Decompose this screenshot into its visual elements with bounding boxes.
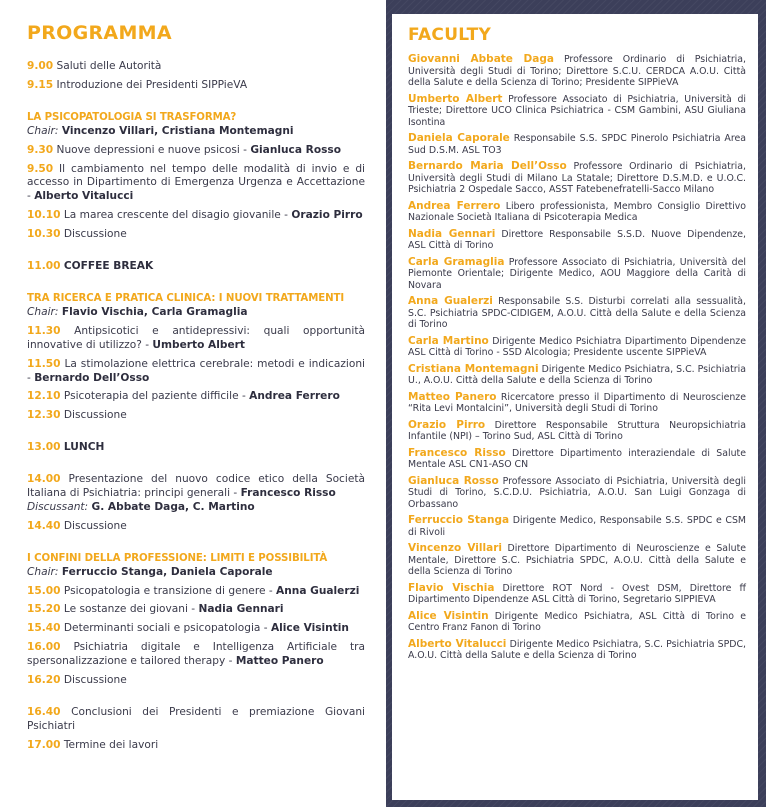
faculty-role: Direttore Responsabile Struttura Neuropsichiatria Infantile (NPI) – Torino Sud, ASL Città di Torino: [408, 419, 746, 442]
chair-names: Ferruccio Stanga, Daniela Caporale: [61, 565, 273, 578]
faculty-name: Gianluca Rosso: [408, 474, 499, 487]
agenda-speaker: Umberto Albert: [152, 338, 245, 351]
faculty-entry: [408, 364, 746, 387]
agenda-text: COFFEE BREAK: [63, 260, 154, 273]
faculty-name: Anna Gualerzi: [408, 295, 493, 307]
session-chair: [27, 566, 365, 580]
agenda-speaker: Matteo Panero: [235, 655, 324, 668]
faculty-entry: [408, 257, 746, 292]
agenda-item: [27, 674, 365, 688]
discussant-label: Discussant:: [27, 500, 89, 513]
discussant-names: G. Abbate Daga, C. Martino: [91, 500, 255, 513]
session-title: I CONFINI DELLA PROFESSIONE: LIMITI E POSSIBILITÀ: [27, 552, 328, 564]
agenda-time: 15.20: [27, 603, 61, 616]
faculty-name: Giovanni Abbate Daga: [408, 53, 554, 65]
faculty-role: Professore Associato di Psichiatria, Università del Piemonte Orientale; Dirigente Medico, AOU Maggiore della Carità di Novara: [408, 256, 746, 291]
faculty-name: Bernardo Maria Dell’Osso: [408, 160, 567, 172]
break-item: [27, 441, 365, 455]
faculty-name: Flavio Vischia: [408, 581, 495, 594]
faculty-entry: [408, 94, 746, 129]
agenda-text: Psicoterapia del paziente difficile -: [63, 390, 250, 403]
agenda-item: [27, 60, 365, 74]
agenda-time: 16.00: [27, 641, 61, 654]
agenda-text: Discussione: [63, 228, 127, 241]
faculty-entry: [408, 133, 746, 156]
faculty-entry: [408, 336, 746, 359]
agenda-time: 14.00: [27, 473, 61, 486]
faculty-entry: [408, 543, 746, 578]
faculty-name: Daniela Caporale: [408, 132, 510, 144]
programma-title: PROGRAMMA: [27, 22, 172, 44]
agenda-text: Discussione: [63, 519, 127, 532]
faculty-panel: [392, 14, 758, 800]
faculty-role: Dirigente Medico, Responsabile S.S. SPDC e CSM di Rivoli: [408, 515, 746, 538]
agenda-item: [27, 739, 365, 753]
programma-list: [27, 60, 365, 758]
chair-names: Flavio Vischia, Carla Gramaglia: [61, 305, 248, 318]
faculty-entry: [408, 448, 746, 471]
agenda-time: 9.30: [27, 143, 54, 156]
agenda-item: [27, 520, 365, 534]
agenda-speaker: Orazio Pirro: [291, 209, 363, 222]
spacer: [27, 428, 365, 441]
agenda-speaker: Alice Visintin: [270, 622, 349, 635]
agenda-time: 15.00: [27, 584, 61, 597]
agenda-speaker: Gianluca Rosso: [250, 143, 341, 156]
agenda-time: 9.50: [27, 162, 54, 175]
agenda-item: [27, 622, 365, 636]
faculty-entry: [408, 476, 746, 511]
agenda-text: LUNCH: [63, 441, 105, 454]
agenda-item: [27, 209, 365, 223]
faculty-entry: [408, 161, 746, 196]
session-chair: [27, 306, 365, 320]
faculty-role: Dirigente Medico Psichiatra, S.C. Psichiatria SPDC, A.O.U. Città della Salute e della Scienza di Torino: [408, 638, 746, 661]
agenda-time: 10.30: [27, 228, 61, 241]
faculty-entry: [408, 515, 746, 538]
chair-label: Chair:: [27, 565, 59, 578]
faculty-name: Alice Visintin: [408, 609, 489, 622]
spacer: [27, 460, 365, 473]
agenda-text: Discussione: [63, 409, 127, 422]
faculty-entry: [408, 229, 746, 252]
agenda-time: 11.30: [27, 324, 61, 337]
agenda-item: [27, 144, 365, 158]
faculty-name: Orazio Pirro: [408, 418, 486, 431]
faculty-title: FACULTY: [408, 25, 492, 45]
faculty-name: Francesco Risso: [408, 446, 506, 459]
faculty-role: Dirigente Medico Psichiatra, S.C. Psichiatria U., A.O.U. Città della Salute e della Scienza di Torino: [408, 363, 746, 386]
agenda-text: La marea crescente del disagio giovanile -: [63, 209, 292, 222]
agenda-time: 15.40: [27, 622, 61, 635]
agenda-text: Termine dei lavori: [63, 738, 159, 751]
spacer: [27, 98, 365, 111]
agenda-text: Introduzione dei Presidenti SIPPieVA: [56, 78, 248, 91]
agenda-item: [27, 358, 365, 386]
faculty-role: Ricercatore presso il Dipartimento di Neuroscienze “Rita Levi Montalcini”, Università degli Studi di Torino: [408, 391, 746, 414]
faculty-role: Direttore ROT Nord - Ovest DSM, Direttore ff Dipartimento Dipendenze ASL Città di Torino, Segretario SIPPIEVA: [408, 582, 746, 605]
agenda-time: 16.40: [27, 706, 61, 718]
agenda-speaker: Alberto Vitalucci: [34, 190, 134, 203]
faculty-entry: [408, 201, 746, 224]
chair-label: Chair:: [27, 124, 59, 137]
agenda-time: 13.00: [27, 441, 61, 454]
agenda-time: 11.00: [27, 260, 61, 273]
agenda-text: Psichiatria digitale e Intelligenza Artificiale tra spersonalizzazione e tailored therapy -: [27, 641, 365, 668]
faculty-role: Direttore Dipartimento di Neuroscienze e Salute Mentale, Direttore S.C. Psichiatria SPDC, A.O.U. Città della Salute e della Scienza di Torino: [408, 543, 747, 577]
faculty-entry: [408, 611, 746, 634]
faculty-entry: [408, 54, 746, 89]
faculty-role: Dirigente Medico Psichiatra Dipartimento Dipendenze ASL Città di Torino - SSD Alcologia; Presidente uscente SIPPieVA: [408, 335, 746, 358]
session-title: LA PSICOPATOLOGIA SI TRASFORMA?: [27, 111, 237, 123]
agenda-text: Conclusioni dei Presidenti e premiazione Giovani Psichiatri: [27, 706, 365, 732]
faculty-role: Libero professionista, Membro Consiglio Direttivo Nazionale Società Italiana di Psicoterapia Medica: [408, 200, 747, 223]
agenda-time: 14.40: [27, 519, 61, 532]
agenda-time: 12.10: [27, 390, 61, 403]
agenda-speaker: Bernardo Dell’Osso: [34, 371, 150, 384]
chair-label: Chair:: [27, 305, 59, 318]
faculty-entry: [408, 296, 746, 331]
agenda-time: 9.00: [27, 60, 54, 72]
agenda-text: Il cambiamento nel tempo delle modalità di invio e di accesso in Dipartimento di Emergenza Urgenza e Accettazione -: [27, 162, 365, 203]
agenda-text: Discussione: [63, 674, 127, 687]
agenda-time: 16.20: [27, 674, 61, 687]
faculty-role: Responsabile S.S. Disturbi correlati alla sessualità, S.C. Psichiatria SPDC-CIDIGEM, A.O.U. Città della Salute e della Scienza di Torino: [408, 296, 746, 330]
faculty-name: Alberto Vitalucci: [408, 637, 507, 650]
chair-names: Vincenzo Villari, Cristiana Montemagni: [61, 124, 294, 137]
spacer: [27, 539, 365, 552]
agenda-item: [27, 163, 365, 205]
agenda-item: [27, 228, 365, 242]
agenda-text: Psicopatologia e transizione di genere -: [63, 584, 277, 597]
agenda-time: 11.50: [27, 357, 61, 370]
faculty-role: Professore Ordinario di Psichiatria, Università degli Studi di Torino; Direttore S.C.U. CERDCA A.O.U. Città della Salute e della Scienza di Torino; Presidente SIPPieVA: [408, 54, 747, 88]
faculty-name: Nadia Gennari: [408, 227, 496, 240]
faculty-name: Ferruccio Stanga: [408, 514, 510, 526]
faculty-name: Vincenzo Villari: [408, 542, 502, 554]
agenda-speaker: Nadia Gennari: [198, 603, 284, 616]
faculty-role: Direttore Responsabile S.S.D. Nuove Dipendenze, ASL Città di Torino: [408, 228, 746, 251]
agenda-item: [27, 79, 365, 93]
agenda-item: [27, 603, 365, 617]
agenda-item: [27, 641, 365, 669]
faculty-role: Professore Ordinario di Psichiatria, Università degli Studi di Milano La Statale; Direttore D.S.M.D. e U.O.C. Psichiatria 2 Ospedale Sacco, ASST Fatebenefratelli-Sacco Milano: [408, 161, 746, 195]
faculty-role: Professore Associato di Psichiatria, Università degli Studi di Torino, S.C.D.U. Psichiatria, A.O.U. San Luigi Gonzaga di Orbassano: [408, 475, 746, 510]
faculty-entry: [408, 420, 746, 443]
agenda-speaker: Andrea Ferrero: [249, 390, 340, 403]
faculty-name: Carla Martino: [408, 334, 489, 347]
faculty-name: Cristiana Montemagni: [408, 362, 539, 375]
agenda-text: La stimolazione elettrica cerebrale: metodi e indicazioni -: [27, 357, 365, 384]
faculty-name: Carla Gramaglia: [408, 255, 505, 268]
agenda-time: 10.10: [27, 209, 61, 222]
agenda-item: [27, 409, 365, 423]
agenda-speaker: Francesco Risso: [240, 487, 336, 500]
session-title: TRA RICERCA E PRATICA CLINICA: I NUOVI TRATTAMENTI: [27, 292, 345, 304]
agenda-item: [27, 325, 365, 353]
spacer: [27, 693, 365, 706]
agenda-speaker: Anna Gualerzi: [276, 584, 360, 597]
faculty-entry: [408, 392, 746, 415]
spacer: [27, 279, 365, 292]
session-chair: [27, 125, 365, 139]
spacer: [27, 247, 365, 260]
agenda-text: Antipsicotici e antidepressivi: quali opportunità innovative di utilizzo? -: [27, 324, 365, 351]
faculty-name: Andrea Ferrero: [408, 199, 501, 212]
agenda-text: Determinanti sociali e psicopatologia -: [63, 622, 271, 635]
faculty-column: [386, 0, 766, 807]
agenda-item: [27, 473, 365, 515]
agenda-item: [27, 706, 365, 734]
faculty-entry: [408, 639, 746, 662]
faculty-role: Professore Associato di Psichiatria, Università di Trieste; Direttore UCO Clinica Psichiatrica - CSM Gambini, ASU Giuliana Isontina: [408, 93, 746, 128]
agenda-time: 9.15: [27, 78, 54, 91]
agenda-item: [27, 390, 365, 404]
faculty-name: Matteo Panero: [408, 390, 497, 403]
agenda-text: Saluti delle Autorità: [56, 60, 162, 72]
break-item: [27, 260, 365, 274]
agenda-text: Presentazione del nuovo codice etico della Società Italiana di Psichiatria: principi generali -: [27, 473, 365, 500]
faculty-role: Responsabile S.S. SPDC Pinerolo Psichiatria Area Sud D.S.M. ASL TO3: [408, 133, 747, 156]
faculty-list: [408, 54, 746, 667]
agenda-time: 12.30: [27, 409, 61, 422]
agenda-text: Le sostanze dei giovani -: [63, 603, 199, 616]
faculty-name: Umberto Albert: [408, 92, 503, 105]
agenda-time: 17.00: [27, 738, 61, 751]
faculty-role: Direttore Dipartimento interaziendale di Salute Mentale ASL CN1-ASO CN: [408, 447, 746, 470]
agenda-item: [27, 585, 365, 599]
faculty-entry: [408, 583, 746, 606]
agenda-text: Nuove depressioni e nuove psicosi -: [56, 143, 251, 156]
faculty-role: Dirigente Medico Psichiatra, ASL Città di Torino e Centro Franz Fanon di Torino: [408, 610, 746, 633]
